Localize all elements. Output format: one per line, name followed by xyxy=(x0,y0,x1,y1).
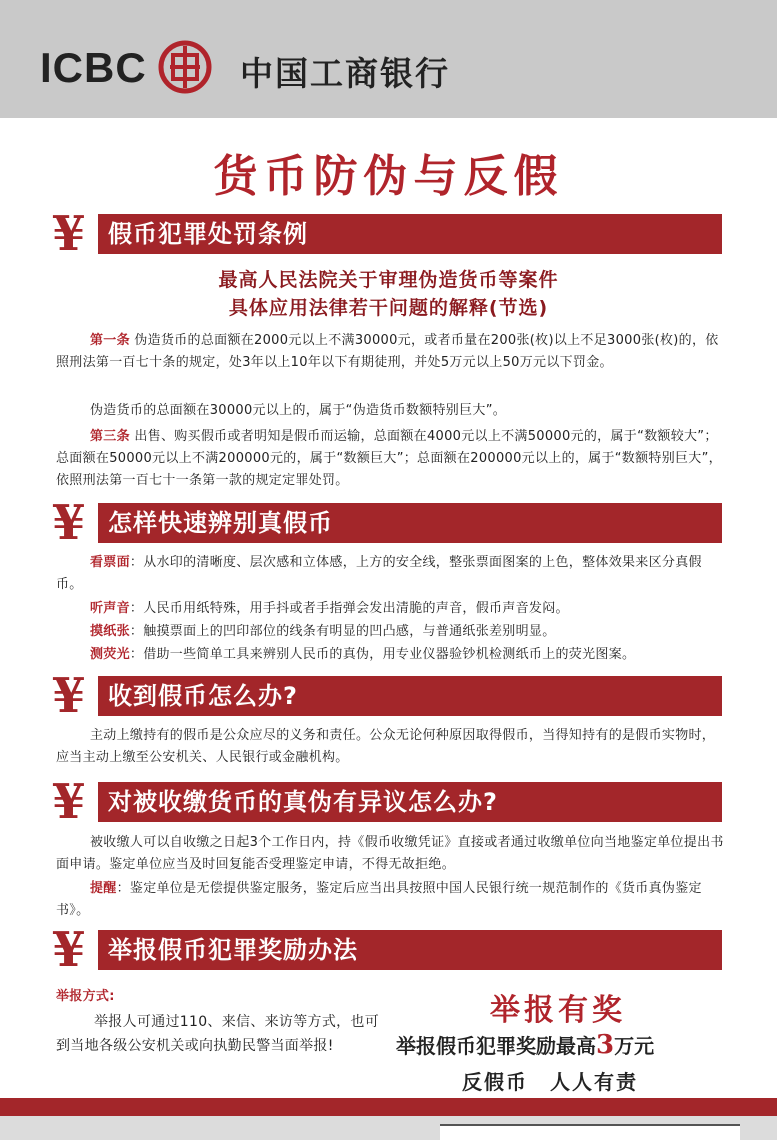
received-text: 主动上缴持有的假币是公众应尽的义务和责任。公众无论何种原因取得假币，当得知持有的是假币实物时，应当主动上缴至公安机关、人民银行或金融机构。 xyxy=(56,728,716,765)
bottom-band xyxy=(0,1098,777,1116)
reward-line xyxy=(396,1030,654,1060)
section-title: 对被收缴货币的真伪有异议怎么办? xyxy=(108,788,498,816)
dispute-text: 被收缴人可以自收缴之日起3个工作日内，持《假币收缴凭证》直接或者通过收缴单位向当地鉴定单位提出书面申请。鉴定单位应当及时回复能否受理鉴定申请，不得无故拒绝。 xyxy=(56,835,724,872)
yuan-icon: ¥ xyxy=(50,206,98,264)
report-method-text: 举报人可通过110、来信、来访等方式，也可到当地各级公安机关或向执勤民警当面举报! xyxy=(56,1014,380,1054)
article-3 xyxy=(56,426,724,492)
law-subtitle-line1: 最高人民法院关于审理伪造货币等案件 xyxy=(218,269,559,291)
article-1-note: 伪造货币的总面额在30000元以上的，属于“伪造货币数额特别巨大”。 xyxy=(90,403,507,418)
reward-slogan: 反假币 人人有责 xyxy=(462,1070,638,1094)
section-title: 举报假币犯罪奖励办法 xyxy=(108,936,358,964)
identify-fluorescence-text: ：借助一些简单工具来辨别人民币的真伪，用专业仪器验钞机检测纸币上的荧光图案。 xyxy=(129,647,636,662)
identify-look xyxy=(56,552,724,596)
icbc-logo-text: ICBC xyxy=(40,44,147,91)
reward-line-a: 举报假币犯罪奖励最高 xyxy=(396,1034,596,1058)
yuan-icon: ¥ xyxy=(50,774,98,832)
reminder-label: 提醒 xyxy=(90,881,117,896)
identify-touch-text: ：触摸票面上的凹印部位的线条有明显的凹凸感，与普通纸张差别明显。 xyxy=(129,624,556,639)
section-header-penalty xyxy=(52,206,722,262)
section-header-identify xyxy=(52,495,722,551)
section-title: 收到假币怎么办? xyxy=(108,682,298,710)
reward-line-b: 万元 xyxy=(614,1034,655,1058)
section-header-received xyxy=(52,668,722,724)
identify-look-text: ：从水印的清晰度、层次感和立体感，上方的安全线，整张票面图案的上色，整体效果来区分真假币。 xyxy=(56,555,702,592)
yuan-icon: ¥ xyxy=(50,922,98,980)
identify-look-label: 看票面 xyxy=(90,555,130,570)
page-title: 货币防伪与反假 xyxy=(213,151,564,202)
identify-listen xyxy=(56,598,724,620)
article-1 xyxy=(56,330,724,374)
reward-title: 举报有奖 xyxy=(490,993,626,1028)
article-1-label: 第一条 xyxy=(90,333,130,348)
reminder-text: ：鉴定单位是无偿提供鉴定服务，鉴定后应当出具按照中国人民银行统一规范制作的《货币真伪鉴定书》。 xyxy=(56,881,702,918)
bank-name: 中国工商银行 xyxy=(240,54,450,93)
section-title: 假币犯罪处罚条例 xyxy=(108,220,308,248)
identify-touch xyxy=(56,621,724,643)
article-3-label: 第三条 xyxy=(90,429,130,444)
article-1-text: 伪造货币的总面额在2000元以上不满30000元，或者币量在200张(枚)以上不足3000张(枚)的，依照刑法第一百七十条的规定，处3年以上10年以下有期徒刑，并处5万元以上50万元以下罚金。 xyxy=(56,333,719,370)
bottom-strip xyxy=(440,1124,740,1142)
reward-amount: 3 xyxy=(596,1030,615,1060)
section-header-dispute xyxy=(52,774,722,830)
identify-fluorescence-label: 测荧光 xyxy=(90,647,130,662)
dispute-reminder xyxy=(56,878,724,922)
header-bar xyxy=(0,0,777,118)
identify-fluorescence xyxy=(56,644,724,666)
report-method-label: 举报方式: xyxy=(56,989,115,1004)
identify-touch-label: 摸纸张 xyxy=(90,624,130,639)
section-title: 怎样快速辨别真假币 xyxy=(108,509,333,537)
law-subtitle-line2: 具体应用法律若干问题的解释(节选) xyxy=(228,297,549,319)
yuan-icon: ¥ xyxy=(50,495,98,553)
icbc-logo-icon xyxy=(158,40,212,94)
identify-listen-label: 听声音 xyxy=(90,601,130,616)
section-header-report xyxy=(52,922,722,978)
article-3-text: 出售、购买假币或者明知是假币而运输，总面额在4000元以上不满50000元的，属于“数额较大”；总面额在50000元以上不满200000元的，属于“数额巨大”；总面额在200000元以上的，属于“数额特别巨大”，依照刑法第一百七十一条第一款的规定定罪处罚。 xyxy=(56,429,722,488)
yuan-icon: ¥ xyxy=(50,668,98,726)
identify-listen-text: ：人民币用纸特殊，用手抖或者手指弹会发出清脆的声音，假币声音发闷。 xyxy=(129,601,569,616)
